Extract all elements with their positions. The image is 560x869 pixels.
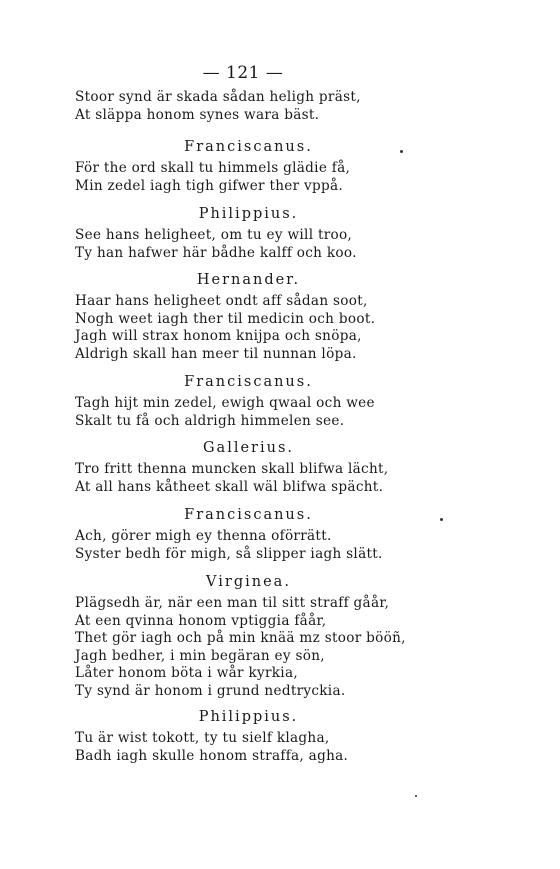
verse-line: See hans heligheet, om tu ey will troo, [75,227,353,243]
ink-speck [440,518,443,521]
verse-line: Ty han hafwer här bådhe kalff och koo. [75,244,357,261]
verse-line: Badh iagh skulle honom straffa, agha. [75,747,349,764]
verse-line: Tu är wist tokott, ty tu sielf klagha, [75,730,330,746]
speaker-name: Franciscanus. [184,374,313,390]
speech-philippius-2 [75,708,495,765]
speaker-name: Virginea. [206,574,291,590]
speaker-name: Philippius. [198,709,299,725]
verse-line: Ty synd är honom i grund nedtryckia. [75,682,346,699]
verse-line: Jagh will strax honom knijpa och snöpa, [75,328,362,345]
verse-line: At een qvinna honom vptiggia fåår, [75,612,327,629]
verse-line: At släppa honom synes wara bäst. [75,106,320,123]
speaker-name: Hernander. [196,272,301,288]
ink-speck [415,795,417,797]
verse-line: Jagh bedher, i min begäran ey sön, [75,647,325,664]
page-number: — 121 — [202,63,284,83]
speaker-name: Gallerius. [202,440,295,456]
verse-line: Nogh weet iagh ther til medicin och boot. [75,310,376,327]
verse-line: Låter honom böta i wår kyrkia, [75,665,298,682]
verse-line: Thet gör iagh och på min knää mz stoor bööñ, [75,630,406,647]
speech-virginea [75,573,495,701]
speech-gallerius [75,439,495,496]
verse-line: För the ord skall tu himmels glädie få, [75,160,351,176]
verse-line: Ach, görer migh ey thenna oförrätt. [75,528,332,544]
verse-line: Stoor synd är skada sådan heligh präst, [75,89,361,105]
speech-philippius-1 [75,205,495,262]
verse-line: Min zedel iagh tigh gifwer ther vppå. [75,177,344,194]
speech-franciscanus-1 [75,138,495,195]
speech-franciscanus-3 [75,506,495,563]
speech-franciscanus-2 [75,373,495,430]
verse-line: Syster bedh för migh, så slipper iagh slätt. [75,545,383,562]
verse-line: Skalt tu få och aldrigh himmelen see. [75,412,345,429]
verse-line: Aldrigh skall han meer til nunnan löpa. [75,345,357,362]
verse-line: Tagh hijt min zedel, ewigh qwaal och wee [75,395,375,411]
ink-speck [400,150,403,153]
verse-line: Plägsedh är, när een man til sitt straff gåår, [75,595,390,611]
opening-verse [75,89,495,124]
verse-line: Tro fritt thenna muncken skall blifwa lächt, [75,461,389,477]
verse-line: Haar hans heligheet ondt aff sådan soot, [75,293,368,309]
speaker-name: Philippius. [198,206,299,222]
verse-line: At all hans kåtheet skall wäl blifwa spächt. [75,478,384,495]
speaker-name: Franciscanus. [184,507,313,523]
speech-hernander [75,271,495,363]
speaker-name: Franciscanus. [184,139,313,155]
